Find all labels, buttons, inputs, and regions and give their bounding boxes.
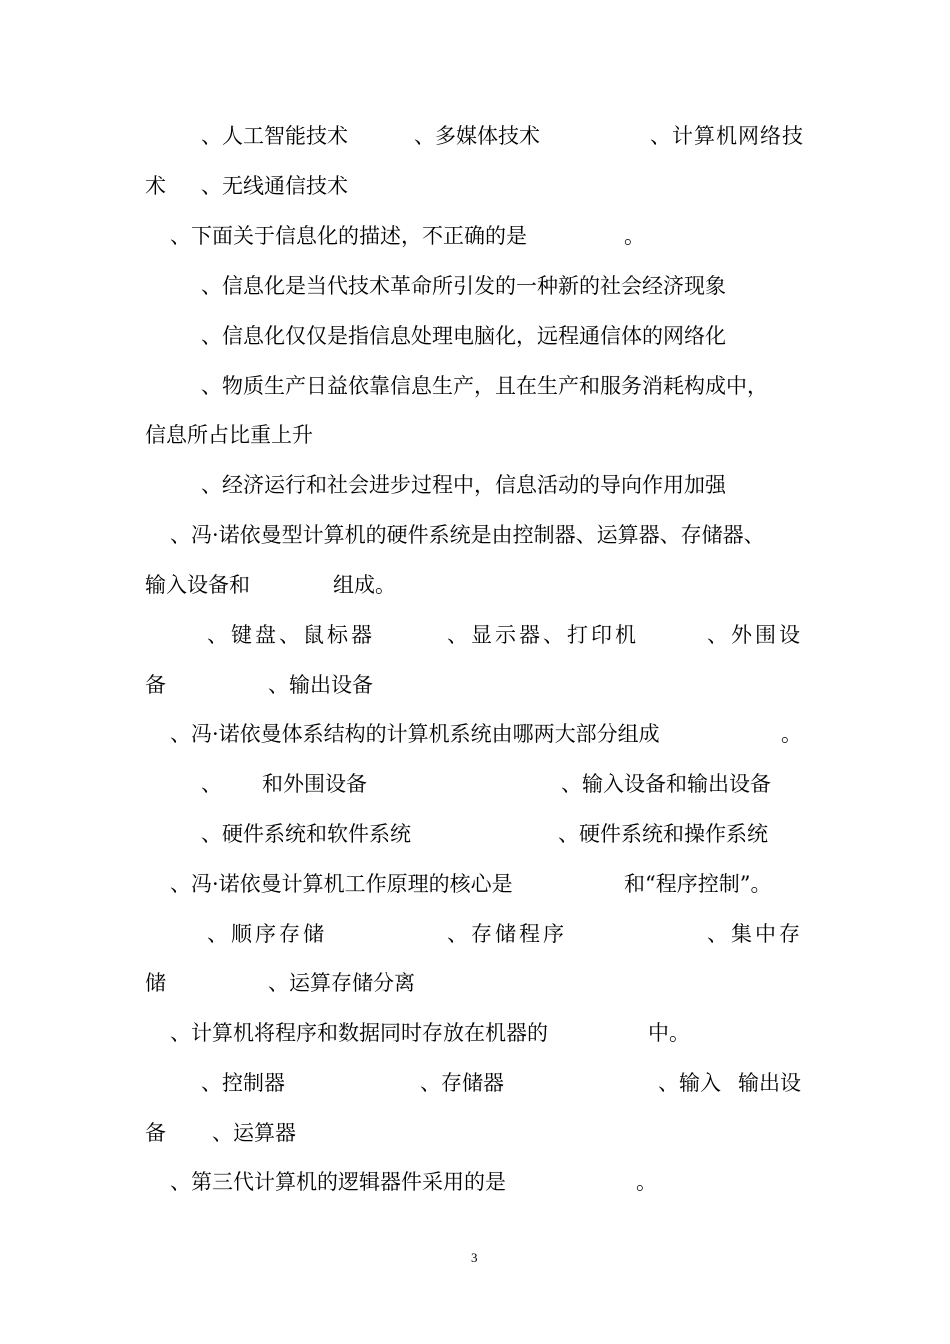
option-text: 和外围设备 xyxy=(262,772,367,796)
option-text: 、信息化仅仅是指信息处理电脑化，远程通信体的网络化 xyxy=(201,324,726,348)
question-end-mark: 。 xyxy=(781,722,802,746)
option-text: 、 xyxy=(201,772,222,796)
question-text: 、冯·诺依曼型计算机的硬件系统是由控制器、运算器、存储器、 xyxy=(170,523,765,547)
option-text: 、集中存 xyxy=(707,922,803,946)
question-text-continued: 输入设备和 xyxy=(145,573,250,597)
option-text: 、存储程序 xyxy=(447,922,567,946)
option-text: 、顺序存储 xyxy=(207,922,327,946)
page-number: 3 xyxy=(471,1250,478,1265)
option-text: 输出设 xyxy=(738,1071,801,1095)
option-text: 、运算存储分离 xyxy=(268,971,415,995)
option-text: 、输入 xyxy=(658,1071,721,1095)
text-fragment: 术 xyxy=(145,174,166,198)
option-text: 、显示器、打印机 xyxy=(447,623,639,647)
option-text: 、存储器 xyxy=(420,1071,504,1095)
option-text: 、人工智能技术 xyxy=(201,124,348,148)
option-text: 、硬件系统和软件系统 xyxy=(201,822,411,846)
text-fragment: 储 xyxy=(145,971,166,995)
option-text: 、无线通信技术 xyxy=(201,174,348,198)
option-text: 、经济运行和社会进步过程中，信息活动的导向作用加强 xyxy=(201,473,726,497)
question-text: 、第三代计算机的逻辑器件采用的是 xyxy=(170,1170,506,1194)
option-text: 、物质生产日益依靠信息生产，且在生产和服务消耗构成中， xyxy=(201,374,768,398)
option-text: 、计算机网络技 xyxy=(650,124,804,148)
option-text: 、硬件系统和操作系统 xyxy=(558,822,768,846)
option-text: 、信息化是当代技术革命所引发的一种新的社会经济现象 xyxy=(201,274,726,298)
question-text: 、下面关于信息化的描述，不正确的是 xyxy=(170,224,527,248)
question-text: 、计算机将程序和数据同时存放在机器的 xyxy=(170,1021,548,1045)
option-text: 、外围设 xyxy=(707,623,803,647)
question-text: 中。 xyxy=(648,1021,690,1045)
question-text-continued: 组成。 xyxy=(333,573,396,597)
text-fragment: 备 xyxy=(145,673,166,697)
question-text: 、冯·诺依曼计算机工作原理的核心是 xyxy=(170,872,513,896)
text-fragment: 备 xyxy=(145,1121,166,1145)
option-text: 、多媒体技术 xyxy=(414,124,540,148)
question-text: 和“程序控制”。 xyxy=(624,872,772,896)
option-text: 、运算器 xyxy=(212,1121,296,1145)
option-text: 、控制器 xyxy=(201,1071,285,1095)
option-text: 、输出设备 xyxy=(268,673,373,697)
option-text-continued: 信息所占比重上升 xyxy=(145,423,313,447)
option-text: 、输入设备和输出设备 xyxy=(561,772,771,796)
question-end-mark: 。 xyxy=(624,224,645,248)
question-end-mark: 。 xyxy=(636,1170,657,1194)
option-text: 、键盘、鼠标器 xyxy=(207,623,375,647)
question-text: 、冯·诺依曼体系结构的计算机系统由哪两大部分组成 xyxy=(170,722,660,746)
